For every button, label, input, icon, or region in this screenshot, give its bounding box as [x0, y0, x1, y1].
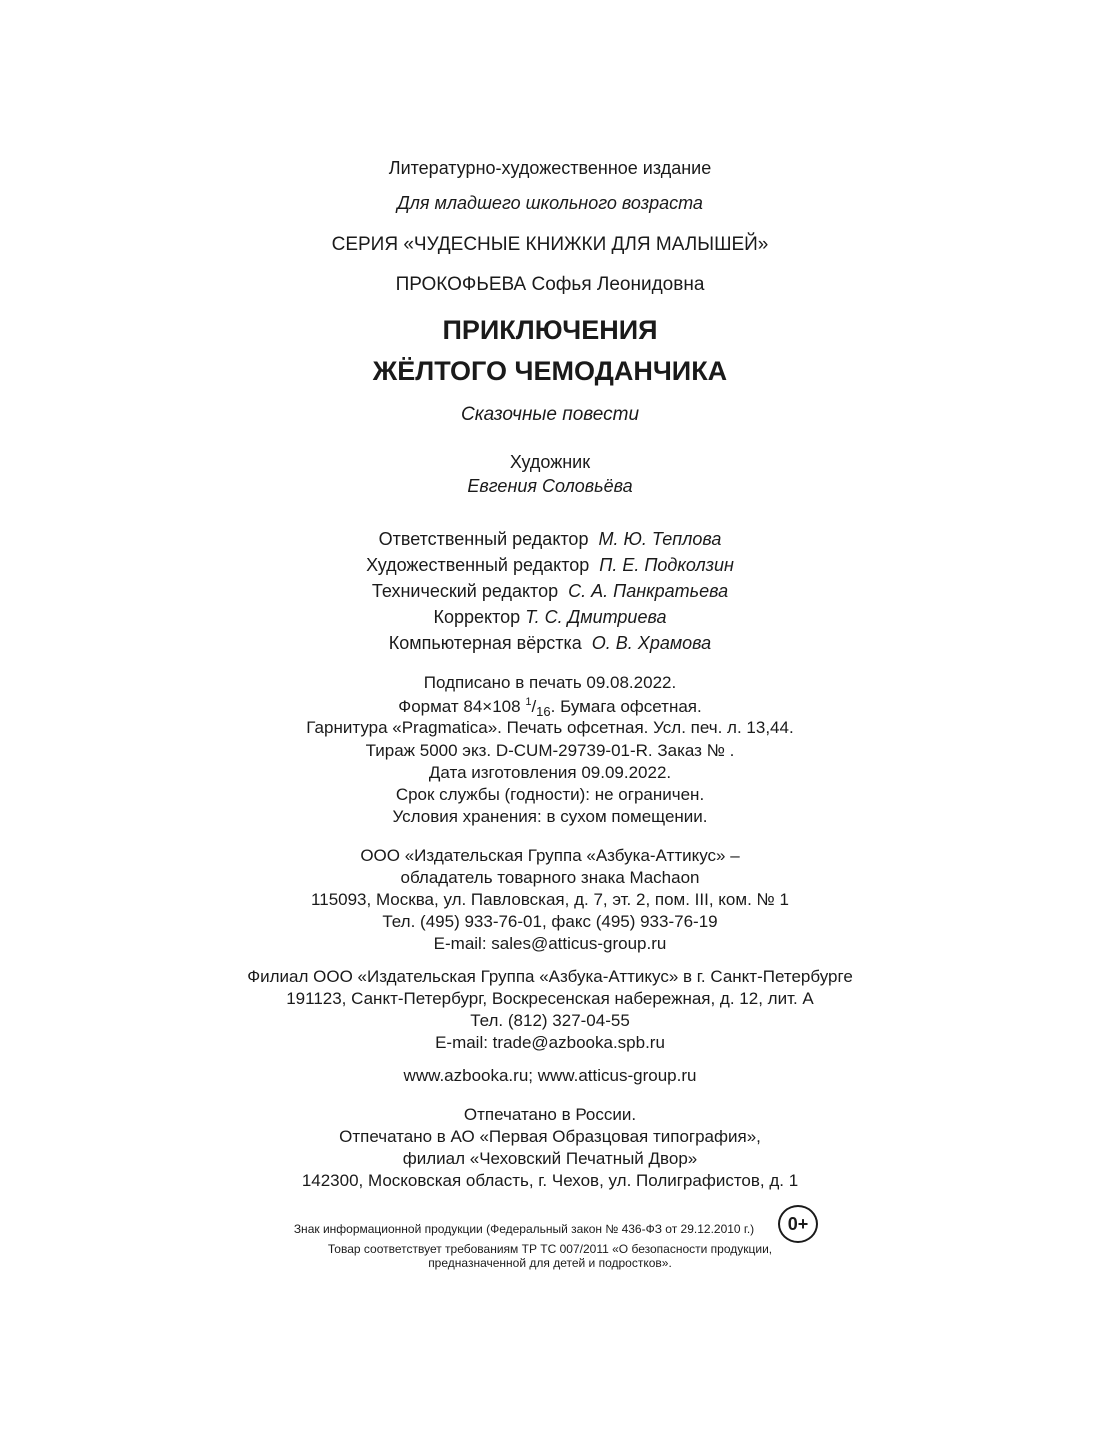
printer-country: Отпечатано в России.: [463, 1105, 637, 1124]
websites: www.azbooka.ru; www.atticus-group.ru: [403, 1066, 697, 1085]
staff-name: П. Е. Подколзин: [599, 555, 734, 575]
publisher-email: E-mail: sales@atticus-group.ru: [433, 934, 667, 953]
edition-type: Литературно-художественное издание: [388, 158, 712, 178]
audience: Для младшего школьного возраста: [397, 193, 703, 213]
staff-role: Ответственный редактор: [378, 529, 589, 549]
print-manufactured: Дата изготовления 09.09.2022.: [428, 763, 672, 782]
publisher-address: 115093, Москва, ул. Павловская, д. 7, эт. 2, пом. III, ком. № 1: [311, 890, 789, 909]
staff-role: Компьютерная вёрстка: [388, 633, 582, 653]
info-sign-text: Знак информационной продукции (Федеральный закон № 436-ФЗ от 29.12.2010 г.): [293, 1222, 755, 1236]
staff-name: С. А. Панкратьева: [568, 581, 729, 601]
print-shelf-life: Срок службы (годности): не ограничен.: [395, 785, 705, 804]
branch-address: 191123, Санкт-Петербург, Воскресенская набережная, д. 12, лит. А: [286, 989, 814, 1008]
branch-email: E-mail: trade@azbooka.spb.ru: [435, 1033, 665, 1052]
staff-line: [0, 633, 1100, 654]
print-run: Тираж 5000 экз. D-CUM-29739-01-R. Заказ № .: [365, 741, 735, 760]
staff-line: [0, 555, 1100, 576]
printer-company: Отпечатано в АО «Первая Образцовая типография»,: [339, 1127, 761, 1146]
publisher-name: ООО «Издательская Группа «Азбука-Аттикус» –: [360, 846, 740, 865]
series: СЕРИЯ «ЧУДЕСНЫЕ КНИЖКИ ДЛЯ МАЛЫШЕЙ»: [331, 234, 769, 255]
book-title-line2: ЖЁЛТОГО ЧЕМОДАНЧИКА: [372, 356, 728, 386]
staff-line: [0, 581, 1100, 602]
print-signed: Подписано в печать 09.08.2022.: [423, 673, 677, 692]
staff-line: [0, 529, 1100, 550]
author: ПРОКОФЬЕВА Софья Леонидовна: [395, 274, 705, 295]
age-rating-badge: 0+: [778, 1205, 818, 1243]
staff-line: [0, 607, 1100, 628]
staff-role: Технический редактор: [371, 581, 559, 601]
staff-name: Т. С. Дмитриева: [525, 607, 667, 627]
book-title-line1: ПРИКЛЮЧЕНИЯ: [442, 315, 658, 345]
publisher-trademark: обладатель товарного знака Machaon: [400, 868, 700, 887]
print-storage: Условия хранения: в сухом помещении.: [392, 807, 708, 826]
staff-role: Корректор: [433, 607, 521, 627]
standard-line-1: Товар соответствует требованиям ТР ТС 007/2011 «О безопасности продукции,: [327, 1242, 773, 1256]
branch-name: Филиал ООО «Издательская Группа «Азбука-Аттикус» в г. Санкт-Петербурге: [247, 967, 853, 986]
print-typeface: Гарнитура «Pragmatica». Печать офсетная. Усл. печ. л. 13,44.: [306, 718, 794, 737]
staff-name: М. Ю. Теплова: [598, 529, 722, 549]
standard-line-2: предназначенной для детей и подростков».: [428, 1256, 672, 1270]
publisher-phone: Тел. (495) 933-76-01, факс (495) 933-76-19: [382, 912, 718, 931]
printer-address: 142300, Московская область, г. Чехов, ул. Полиграфистов, д. 1: [301, 1171, 799, 1190]
staff-role: Художественный редактор: [366, 555, 590, 575]
staff-name: О. В. Храмова: [591, 633, 712, 653]
print-format: Формат 84×108 $^1/_{16}$. Бумага офсетная.: [398, 696, 702, 719]
book-subtitle: Сказочные повести: [460, 404, 640, 425]
printer-branch: филиал «Чеховский Печатный Двор»: [402, 1149, 698, 1168]
illustrator-name: Евгения Соловьёва: [467, 476, 633, 496]
branch-phone: Тел. (812) 327-04-55: [470, 1011, 630, 1030]
illustrator-label: Художник: [509, 452, 591, 472]
